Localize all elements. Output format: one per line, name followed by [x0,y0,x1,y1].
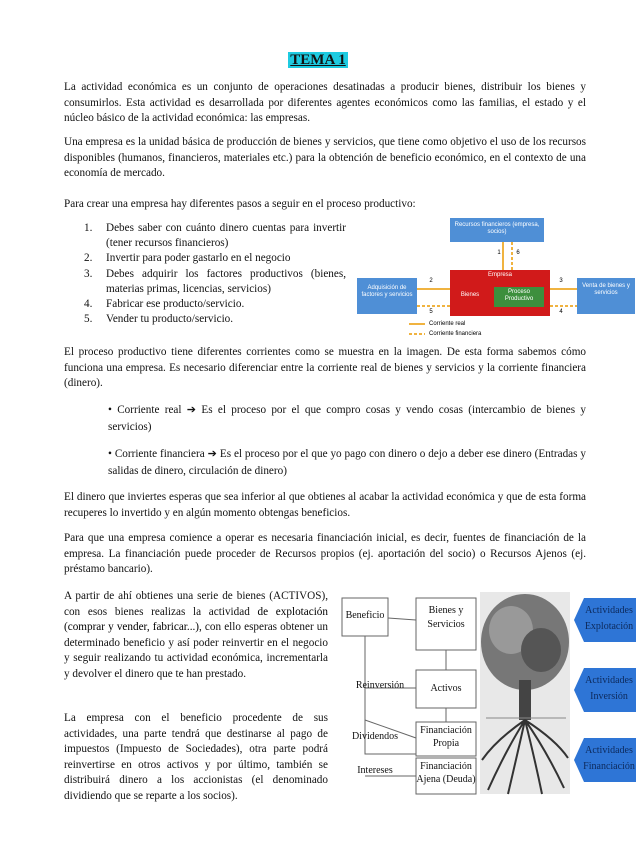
tree-canopy-dark [521,628,561,672]
flow-center-box [450,270,550,316]
paragraph-dinero: El dinero que inviertes esperas que sea inferior al que obtienes al acabar la actividad económica y que de esta forma recuperes lo invertido y en algún momento obtengas beneficios. [64,491,586,519]
tree-fin-propia: Financiación Propia [420,725,472,749]
paragraph-empresa: Una empresa es la unidad básica de producción de bienes y servicios, que tiene como objetivo el uso de los recursos disponibles (humanos, financieros, materiales etc.) para la obtención de beneficio económico, en el contexto de una economía de mercado. [64,136,586,180]
flow-legend-real: Corriente real [429,321,466,327]
flow-center-title: Empresa [487,272,512,278]
tree-act-inversion: Actividades Inversión [585,675,633,702]
tree-dividendos: Dividendos [351,731,399,742]
flow-num-6: 6 [516,250,520,256]
flow-center-inner: Proceso Productivo [494,287,544,307]
tree-act-explotacion: Actividades Explotación [584,605,634,632]
tree-reinversion: Reinversión [355,680,405,691]
paragraph-financiacion: Para que una empresa comience a operar es necesaria financiación inicial, es decir, fuentes de financiación de la empresa. La financiación puede proceder de Recursos propios (ej. aportación del socio) o Recursos Ajenos (ej. préstamo bancario). [64,532,586,576]
flow-num-3: 3 [559,278,563,284]
flow-num-4: 4 [559,309,563,315]
tree-act-financiacion: Actividades Financiación [583,745,635,772]
flow-diagram [355,218,635,346]
flow-legend-fin: Corriente financiera [429,331,482,337]
explotacion-highlight: de explotación (comprar y vender, fabricar...) [64,605,328,634]
flow-center-left: Bienes [460,292,480,298]
list-item: 2. Invertir para poder gastarlo en el negocio [84,252,291,265]
tree-diagram [336,590,636,800]
bullet-corriente-real: • Corriente real ➔ Es el proceso por el que compro cosas y vendo cosas (intercambio de bienes y servicios) [108,404,586,433]
steps-list [84,221,346,327]
paragraph-actividad: La actividad económica es un conjunto de operaciones desatinadas a producir bienes, distribuir los bienes y consumirlos. Esta actividad es desarrollada por diferentes agentes económicos como las familias, el estado y el núcleo básico de la actividad económica: las empresas. [64,81,586,125]
paragraph-pasos: Para crear una empresa hay diferentes pasos a seguir en el proceso productivo: [64,198,416,210]
tree-activos: Activos [430,683,462,694]
list-item: 1. Debes saber con cuánto dinero cuentas para invertir (tener recursos financieros) [84,222,346,250]
paragraph-proceso: El proceso productivo tiene diferentes corrientes como se muestra en la imagen. De esta forma sabemos cómo funciona una empresa. Es necesario diferenciar entre la corriente real de bienes y servicios y la corriente financiera (dinero). [64,346,586,390]
flow-top-box: Recursos financieros (empresa, socios) [450,218,544,242]
paragraph-beneficio: La empresa con el beneficio procedente de sus actividades, una parte tendrá que destinarse al pago de impuestos (Impuesto de Sociedades), otra parte podrá reinvertirse en otros activos y por último, también se distribuirá dinero a los accionistas (el denominado dividiendo que se reparte a los socios). [64,712,328,802]
flow-num-2: 2 [429,278,433,284]
page-title: TEMA 1 [290,52,346,68]
list-item: 5. Vender tu producto/servicio. [84,313,234,326]
tree-fin-ajena: Financiación Ajena (Deuda) [416,761,476,785]
tree-beneficio: Beneficio [345,610,385,621]
tree-trunk [519,680,531,720]
conn-bienes-beneficio [388,618,416,620]
paragraph-activos: A partir de ahí obtienes una serie de bienes (ACTIVOS), con esos bienes realizas la actividad de explotación (comprar y vender, fabricar...), con ello esperas obtener un determinado beneficio y así poder reinvertir en el negocio y seguir realizando tu actividad económica, incrementarla y devolver el dinero que te han prestado. [64,590,328,680]
bullet-corriente-financiera: • Corriente financiera ➔ Es el proceso por el que yo pago con dinero o dejo a deber ese dinero (Entradas y salidas de dinero, circulación de dinero) [108,448,586,477]
list-item: 3. Debes adquirir los factores productivos (bienes, materias primas, licencias, servicios) [84,267,346,295]
flow-num-1: 1 [497,250,501,256]
flow-num-5: 5 [429,309,433,315]
tree-intereses: Intereses [357,765,393,776]
list-item: 4. Fabricar ese producto/servicio. [84,298,245,311]
flow-right-box: Venta de bienes y servicios [577,278,635,314]
flow-left-box: Adquisición de factores y servicios [357,278,417,314]
tree-bienes: Bienes y Servicios [427,605,465,630]
